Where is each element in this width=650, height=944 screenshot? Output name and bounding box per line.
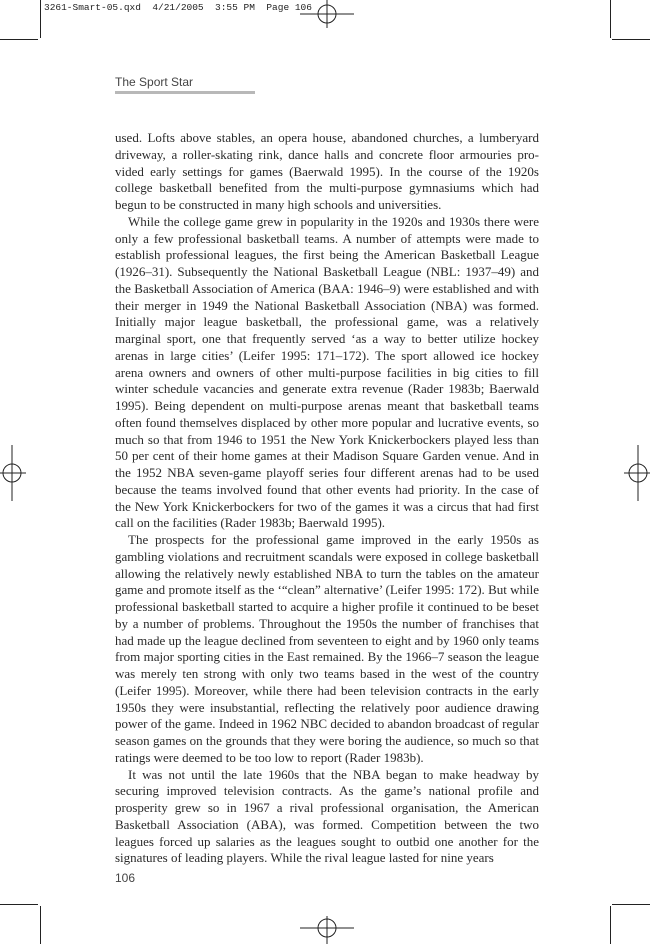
crop-mark-bottom-right [612,904,650,905]
crop-mark-bottom-right [610,906,611,944]
registration-mark-top-icon [300,0,354,28]
page-number: 106 [115,871,136,885]
paragraph: The prospects for the professional game improved in the early 1950s as gambling violations and recruitment scandals were exposed in college basketball allowing the relatively newly established NBA to turn the tables on the amateur game and promote itself as the ‘“clean” alternative’ (Leifer 1995: 172). But while professional basketball started to acquire a higher profile it continued to be beset by a number of problems. Throughout the 1950s the number of franchises that had made up the league declined from seventeen to eight and by 1960 only teams from major sporting cities in the East remained. By the 1966–7 season the league was merely ten strong with only two teams based in the west of the country (Leifer 1995). Moreover, while there had been television contracts in the early 1950s they were insubstantial, reflecting the relatively poor audience drawing power of the game. Indeed in 1962 NBC decided to abandon broadcast of regular season games on the grounds that they were boring the audience, so much so that ratings were deemed to be too low to report (Rader 1983b). [115,532,539,765]
registration-mark-left-icon [0,445,26,501]
paragraph: It was not until the late 1960s that the NBA began to make headway by securing improved television contracts. As the game’s national profile and prosperity grew so in 1967 a rival professional organisation, the American Basketball Association (ABA), was formed. Competition between the two leagues forced up salaries as the leagues sought to outbid one another for the signatures of leading players. While the rival league lasted for nine years [115,766,539,866]
registration-mark-bottom-icon [300,916,354,944]
crop-mark-top-right [610,0,611,38]
running-head: The Sport Star [115,75,194,89]
crop-mark-top-left [0,39,38,40]
body-text [115,130,539,867]
paragraph: While the college game grew in popularity in the 1920s and 1930s there were only a few professional basketball teams. A number of attempts were made to establish professional leagues, the first being the American Basketball League (1926–31). Subsequently the National Basketball League (NBL: 1937–49) and the Basketball Association of America (BAA: 1946–9) were established and with their merger in 1949 the National Basketball Association (NBA) was formed. Initially major league basketball, the professional game, was a relatively marginal sport, one that frequently served ‘as a way to better utilize hockey arenas in large cities’ (Leifer 1995: 171–172). The sport allowed ice hockey arena owners and owners of other multi-purpose facilities in big cities to fill winter schedule vacancies and generate extra revenue (Rader 1983b; Baerwald 1995). Being dependent on multi-purpose arenas meant that basketball teams often found themselves displaced by other more popular and lucrative events, so much so that from 1946 to 1951 the New York Knickerbockers played less than 50 per cent of their home games at their Madison Square Garden venue. And in the 1952 NBA seven-game playoff series four different arenas had to be used because the teams involved found that other events had priority. In the case of the New York Knickerbockers for two of the games it was a circus that had first call on the facilities (Rader 1983b; Baerwald 1995). [115,213,539,531]
paragraph: used. Lofts above stables, an opera house, abandoned churches, a lumberyard driveway, a roller-skating rink, dance halls and concrete floor armouries provided early settings for games (Baerwald 1995). In the course of the 1920s college basketball benefited from the multi-purpose gymnasiums which had begun to be constructed in many high schools and universities. [115,130,539,212]
registration-mark-right-icon [624,445,650,501]
crop-mark-bottom-left [0,904,38,905]
crop-mark-bottom-left [40,906,41,944]
slug-line: 3261-Smart-05.qxd 4/21/2005 3:55 PM Page 106 [44,2,312,13]
crop-mark-top-left [40,0,41,38]
crop-mark-top-right [612,39,650,40]
running-head-rule [115,91,255,94]
